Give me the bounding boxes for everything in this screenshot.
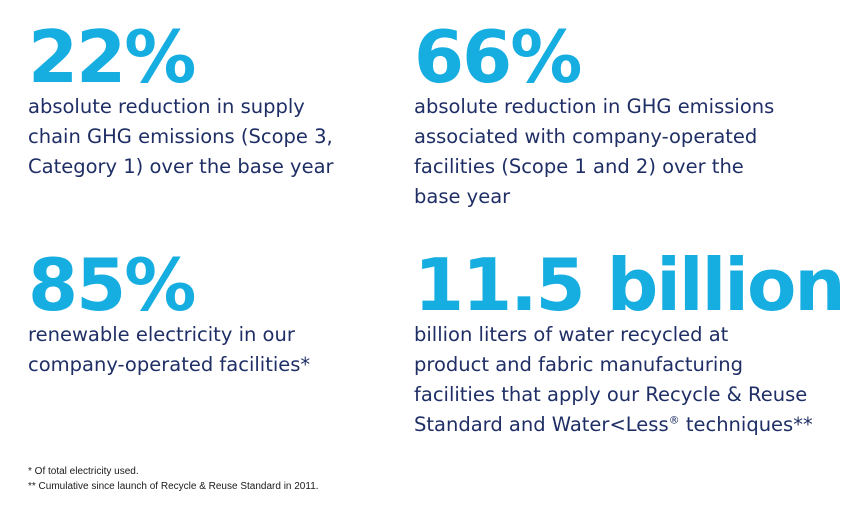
stat-value: 11.5 billion: [414, 243, 844, 327]
footnote-cumulative: ** Cumulative since launch of Recycle & Reuse Standard in 2011.: [28, 481, 319, 492]
stat-operated-facilities-reduction: [414, 15, 775, 212]
description-line: billion liters of water recycled at: [414, 323, 729, 346]
description-line: Category 1) over the base year: [28, 155, 334, 178]
description-line: absolute reduction in supply: [28, 95, 305, 118]
footnote-electricity: * Of total electricity used.: [28, 466, 139, 477]
description-line: associated with company-operated: [414, 125, 758, 148]
stat-value: 66%: [414, 15, 581, 99]
stat-value: 85%: [28, 243, 195, 327]
description-text: techniques**: [679, 413, 813, 436]
description-line: base year: [414, 185, 511, 208]
stat-description: [414, 92, 774, 212]
stat-value: 22%: [28, 15, 195, 99]
description-line: company-operated facilities*: [28, 353, 311, 376]
stat-description: [414, 320, 844, 440]
description-line: absolute reduction in GHG emissions: [414, 95, 775, 118]
stat-water-recycled: [414, 243, 844, 440]
stat-renewable-electricity: [28, 243, 311, 380]
stat-supply-chain-reduction: [28, 15, 334, 182]
description-text: Standard and Water<Less: [414, 413, 669, 436]
description-line: product and fabric manufacturing: [414, 353, 744, 376]
footnotes: [28, 464, 319, 494]
registered-mark: ®: [668, 413, 680, 427]
description-line: renewable electricity in our: [28, 323, 295, 346]
description-line: [414, 410, 844, 440]
description-line: facilities (Scope 1 and 2) over the: [414, 155, 744, 178]
stat-description: [28, 320, 310, 380]
stat-description: [28, 92, 334, 182]
description-line: facilities that apply our Recycle & Reuse: [414, 383, 808, 406]
description-line: chain GHG emissions (Scope 3,: [28, 125, 333, 148]
